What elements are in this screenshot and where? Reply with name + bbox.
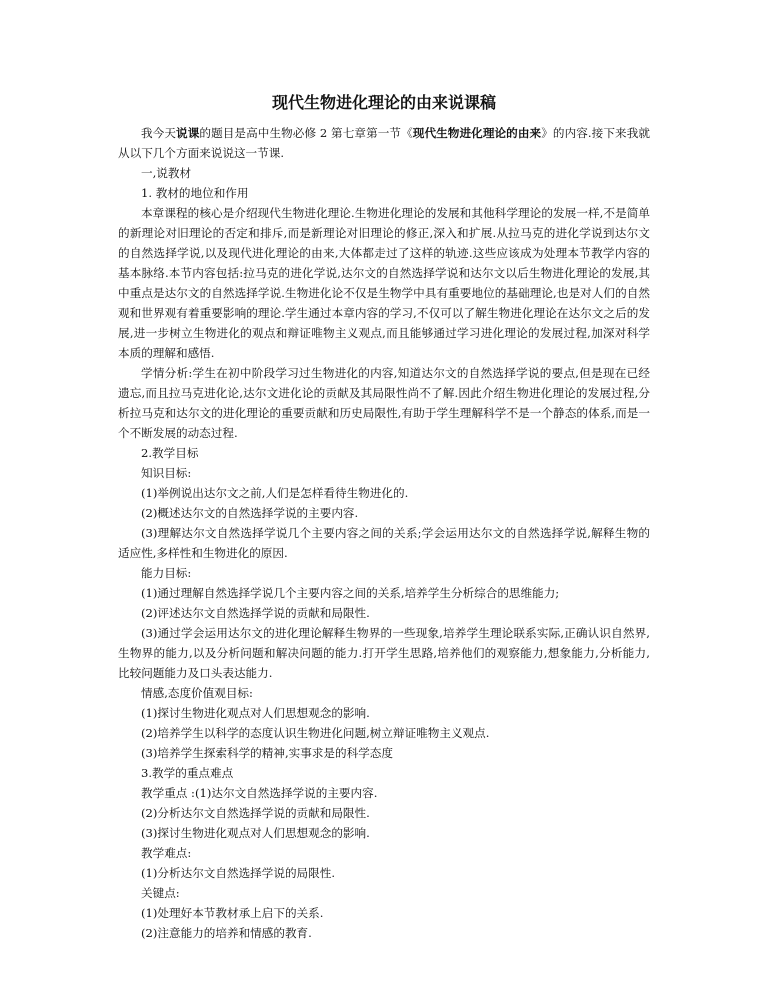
label-emotion-goals: 情感,态度价值观目标:: [141, 686, 253, 700]
paragraph-course-core: 本章课程的核心是介绍现代生物进化理论.生物进化理论的发展和其他科学理论的发展一样,不是简单的新理论对旧理论的否定和排斥,而是新理论对旧理论的修正,深入和扩展.从拉马克的进化学说到达尔文的自然选择学说,以及现代进化理论的由来,大体都走过了这样的轨迹.这些应该成为处理本节教学内容的基本脉络.本节内容包括:拉马克的进化学说,达尔文的自然选择学说和达尔文以后生物进化理论的发展,其中重点是达尔文的自然选择学说.生物进化论不仅是生物学中具有重要地位的基础理论,也是对人们的自然观和世界观有着重要影响的理论.学生通过本章内容的学习,不仅可以了解生物进化理论在达尔文之后的发展,进一步树立生物进化的观点和辩证唯物主义观点,而且能够通过学习进化理论的发展过程,加深对科学本质的理解和感悟.: [118, 206, 650, 360]
list-item: (2)分析达尔文自然选择学说的贡献和局限性.: [141, 806, 370, 820]
label-ability-goals: 能力目标:: [141, 566, 192, 580]
subheading-key-points: 3.教学的重点难点: [141, 766, 234, 780]
intro-bold-1: 说课: [176, 126, 200, 140]
label-critical-points: 关键点:: [141, 886, 180, 900]
subheading-position: 1. 教材的地位和作用: [141, 186, 249, 200]
intro-bold-2: 现代生物进化理论的由来: [412, 126, 542, 140]
intro-pre: 我今天: [141, 126, 177, 140]
page-title: 现代生物进化理论的由来说课稿: [271, 93, 496, 112]
list-item: (2)注意能力的培养和情感的教育.: [141, 926, 312, 940]
list-item: (1)探讨生物进化观点对人们思想观念的影响.: [141, 706, 370, 720]
list-item: (3)培养学生探索科学的精神,实事求是的科学态度: [141, 746, 393, 760]
list-item: (3)探讨生物进化观点对人们思想观念的影响.: [141, 826, 370, 840]
list-item: 教学重点 :(1)达尔文自然选择学说的主要内容.: [141, 786, 378, 800]
label-knowledge-goals: 知识目标:: [141, 466, 192, 480]
list-item: (2)培养学生以科学的态度认识生物进化问题,树立辩证唯物主义观点.: [141, 726, 490, 740]
list-item: (1)分析达尔文自然选择学说的局限性.: [141, 866, 336, 880]
document-page: [118, 92, 650, 943]
section-heading-textbook: 一,说教材: [141, 166, 192, 180]
list-item: (3)理解达尔文自然选择学说几个主要内容之间的关系;学会运用达尔文的自然选择学说,解释生物的适应性,多样性和生物进化的原因.: [118, 526, 650, 560]
intro-paragraph: [118, 123, 650, 163]
paragraph-student-analysis: 学情分析:学生在初中阶段学习过生物进化的内容,知道达尔文的自然选择学说的要点,但是现在已经遗忘,而且拉马克进化论,达尔文进化论的贡献及其局限性尚不了解.因此介绍生物进化理论的发展过程,分析拉马克和达尔文的进化理论的重要贡献和历史局限性,有助于学生理解科学不是一个静态的体系,而是一个不断发展的动态过程.: [118, 366, 650, 440]
list-item: (1)处理好本节教材承上启下的关系.: [141, 906, 324, 920]
label-difficulties: 教学难点:: [141, 846, 192, 860]
intro-mid: 的题目是高中生物必修 2 第七章第一节《: [199, 126, 413, 140]
list-item: (2)评述达尔文自然选择学说的贡献和局限性.: [141, 606, 370, 620]
list-item: (1)举例说出达尔文之前,人们是怎样看待生物进化的.: [141, 486, 409, 500]
list-item: (3)通过学会运用达尔文的进化理论解释生物界的一些现象,培养学生理论联系实际,正确认识自然界,生物界的能力,以及分析问题和解决问题的能力.打开学生思路,培养他们的观察能力,想象能力,分析能力,比较问题能力及口头表达能力.: [118, 626, 650, 680]
subheading-goals: 2.教学目标: [141, 446, 199, 460]
list-item: (1)通过理解自然选择学说几个主要内容之间的关系,培养学生分析综合的思维能力;: [141, 586, 560, 600]
intro-post: 》的内容.接下来我就从以下几个方面来说说这一节课.: [118, 126, 650, 160]
list-item: (2)概述达尔文的自然选择学说的主要内容.: [141, 506, 359, 520]
